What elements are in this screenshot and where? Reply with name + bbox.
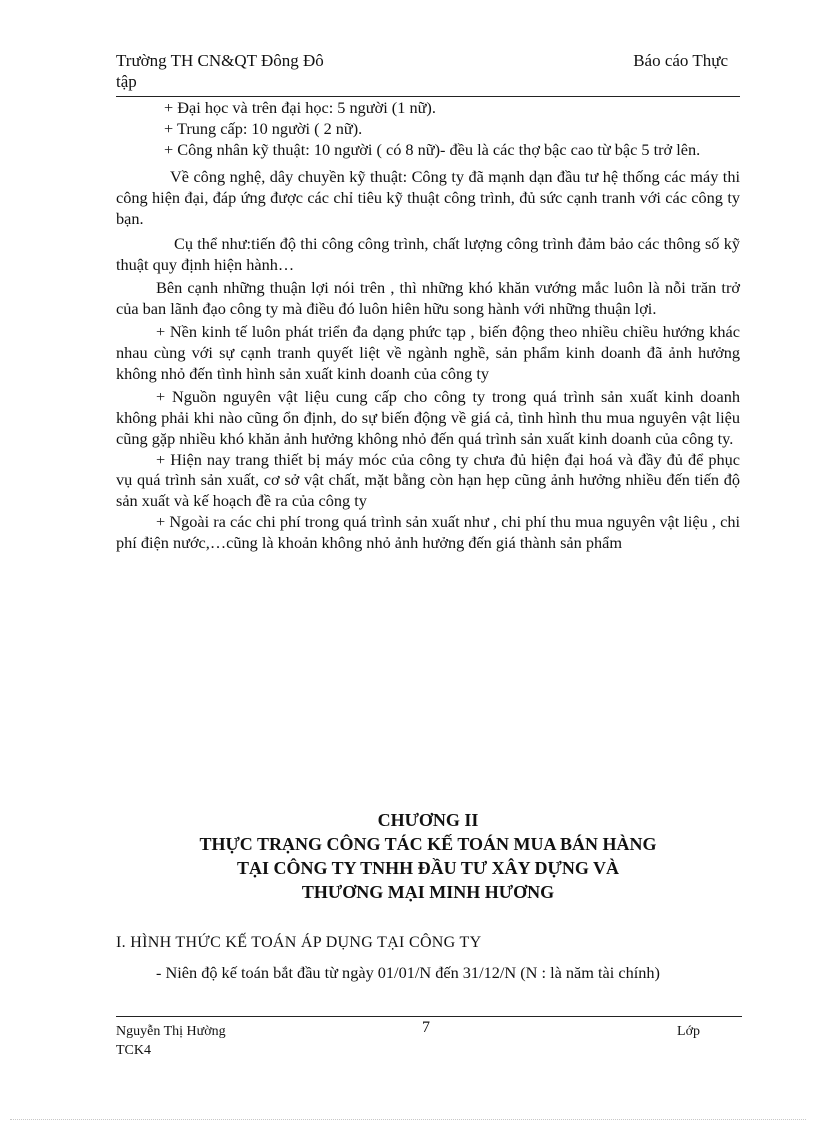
footer-author: Nguyễn Thị Hường (116, 1024, 226, 1039)
header-report-continuation: tập (116, 72, 137, 91)
header-school-name: Trường TH CN&QT Đông Đô (116, 51, 324, 70)
page-edge-dots (10, 1119, 806, 1120)
paragraph: Về công nghệ, dây chuyền kỹ thuật: Công ty đã mạnh dạn đầu tư hệ thống các máy thi công hiện đại, đáp ứng được các chỉ tiêu kỹ thuật công trình, đủ sức cạnh tranh với các công ty bạn. (116, 166, 740, 228)
page-header (116, 50, 740, 97)
paragraph: + Công nhân kỹ thuật: 10 người ( có 8 nữ)- đều là các thợ bậc cao từ bậc 5 trở lên. (164, 139, 701, 159)
footer-divider (116, 1016, 742, 1017)
page-number: 7 (422, 1019, 430, 1036)
paragraph: Cụ thể như:tiến độ thi công công trình, chất lượng công trình đảm bảo các thông số kỹ thuật quy định hiện hành… (116, 234, 740, 275)
header-report-title: Báo cáo Thực (633, 51, 728, 70)
paragraph: + Ngoài ra các chi phí trong quá trình sản xuất như , chi phí thu mua nguyên vật liệu , chi phí điện nước,…cũng là khoản không nhỏ ảnh hưởng đến giá thành sản phẩm (116, 512, 740, 553)
chapter-title-line: THƯƠNG MẠI MINH HƯƠNG (301, 882, 555, 902)
paragraph: + Hiện nay trang thiết bị máy móc của công ty chưa đủ hiện đại hoá và đầy đủ để phục vụ quá trình sản xuất, cơ sở vật chất, mặt bằng còn hạn hẹp cũng ảnh hưởng nhiều đến tiến độ sản xuất và kế hoạch đề ra của công ty (116, 449, 740, 511)
paragraph: Bên cạnh những thuận lợi nói trên , thì những khó khăn vướng mắc luôn là nỗi trăn trở của ban lãnh đạo công ty mà điều đó luôn hiên hữu song hành với những thuận lợi. (116, 278, 740, 319)
paragraph: + Nền kinh tế luôn phát triển đa dạng phức tạp , biến động theo nhiều chiều hướng khác nhau cùng với sự cạnh tranh quyết liệt về ngành nghề, sản phẩm kinh doanh đã ảnh hưởng không nhỏ đến tình hình sản xuất kinh doanh của công ty (116, 322, 740, 383)
paragraph: + Trung cấp: 10 người ( 2 nữ). (164, 118, 363, 138)
footer-class-label: Lớp (677, 1024, 700, 1039)
chapter-title (116, 808, 740, 904)
section-text: - Niên độ kế toán bắt đầu từ ngày 01/01/N đến 31/12/N (N : là năm tài chính) (156, 963, 660, 982)
chapter-title-line: TẠI CÔNG TY TNHH ĐẦU TƯ XÂY DỰNG VÀ (236, 858, 620, 878)
body-text (116, 98, 740, 554)
paragraph: + Đại học và trên đại học: 5 người (1 nữ). (164, 98, 436, 117)
page-footer (116, 1020, 742, 1060)
chapter-number: CHƯƠNG II (377, 810, 479, 830)
section-heading: I. HÌNH THỨC KẾ TOÁN ÁP DỤNG TẠI CÔNG TY (116, 934, 482, 951)
footer-class-name: TCK4 (116, 1043, 151, 1058)
paragraph: + Nguồn nguyên vật liệu cung cấp cho công ty trong quá trình sản xuất kinh doanh không phải khi nào cũng ổn định, do sự biến động về giá cả, tình hình thu mua nguyên vật liệu cũng gặp nhiều khó khăn ảnh hưởng không nhỏ đến quá trình sản xuất kinh doanh của công ty. (116, 386, 740, 448)
header-school (116, 50, 446, 92)
chapter-title-line: THỰC TRẠNG CÔNG TÁC KẾ TOÁN MUA BÁN HÀNG (199, 834, 657, 854)
